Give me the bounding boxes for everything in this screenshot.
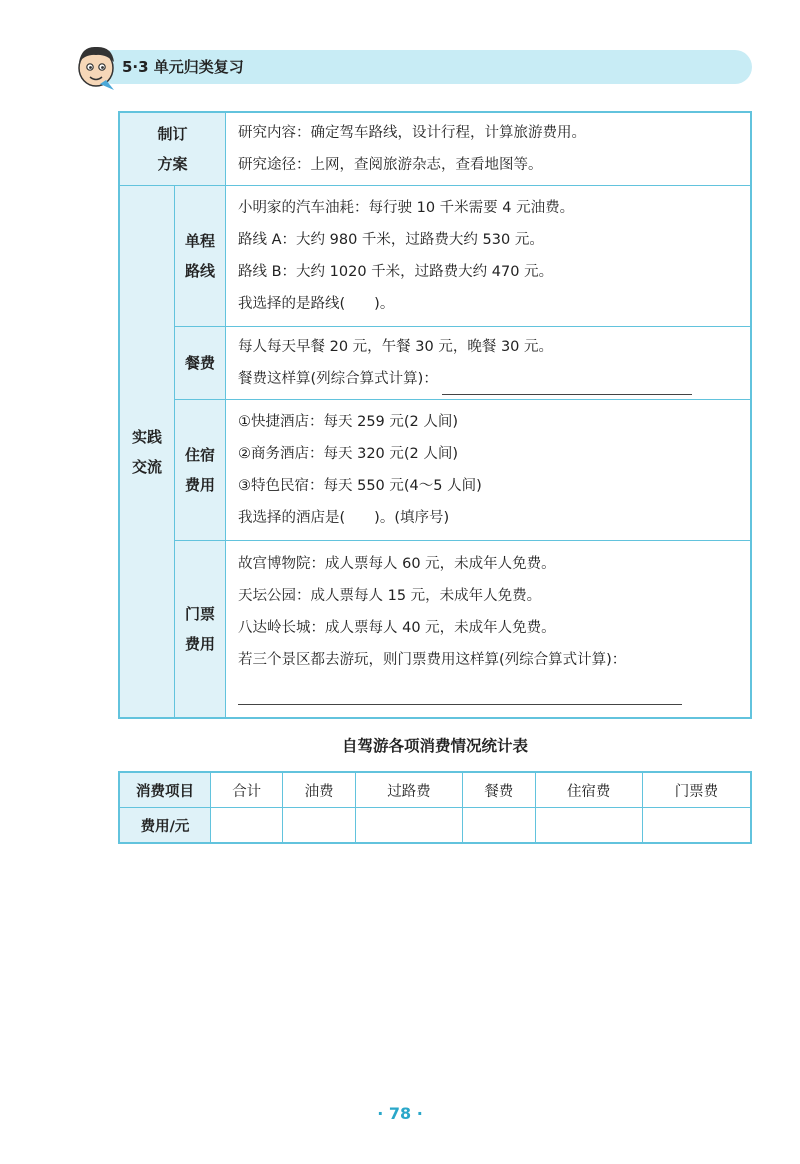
route-label xyxy=(175,186,226,327)
meal-line: 每人每天早餐 20 元，午餐 30 元，晚餐 30 元。 xyxy=(238,339,554,355)
hotel-row xyxy=(119,400,751,541)
meal-calc-prompt: 餐费这样算(列综合算式计算)： xyxy=(238,371,438,387)
stats-row-header: 费用/元 xyxy=(119,808,211,844)
stats-values-row xyxy=(119,808,751,844)
stats-value-cell[interactable] xyxy=(535,808,642,844)
stats-column-header: 门票费 xyxy=(642,772,751,808)
ticket-line: 八达岭长城：成人票每人 40 元，未成年人免费。 xyxy=(238,619,556,636)
practice-label-line-2: 交流 xyxy=(131,457,162,476)
meal-label: 餐费 xyxy=(175,327,226,400)
hotel-line: ②商务酒店：每天 320 元(2 人间) xyxy=(238,446,459,462)
plan-line: 研究内容：确定驾车路线，设计行程，计算旅游费用。 xyxy=(238,125,586,141)
ticket-label-line-2: 费用 xyxy=(184,635,215,653)
stats-value-cell[interactable] xyxy=(355,808,462,844)
ticket-content xyxy=(226,541,752,719)
hotel-line: ①快捷酒店：每天 259 元(2 人间) xyxy=(238,414,459,430)
hotel-line: ③特色民宿：每天 550 元(4～5 人间) xyxy=(238,478,482,494)
ticket-answer-blank[interactable] xyxy=(238,676,682,705)
hotel-content xyxy=(226,400,752,541)
header-title: 5·3 单元归类复习 xyxy=(122,58,244,76)
ticket-row xyxy=(119,541,751,719)
ticket-label xyxy=(175,541,226,719)
stats-column-header: 餐费 xyxy=(463,772,535,808)
stats-title: 自驾游各项消费情况统计表 xyxy=(341,737,528,755)
practice-label-line-1: 实践 xyxy=(131,427,162,446)
project-table xyxy=(118,111,752,719)
plan-label xyxy=(119,112,226,186)
plan-label-line-2: 方案 xyxy=(157,155,188,173)
ticket-line: 故宫博物院：成人票每人 60 元，未成年人免费。 xyxy=(238,555,556,572)
plan-content xyxy=(226,112,752,186)
stats-value-cell[interactable] xyxy=(463,808,535,844)
mascot-boy-icon xyxy=(70,40,122,92)
route-line: 路线 B：大约 1020 千米，过路费大约 470 元。 xyxy=(238,264,554,280)
stats-column-header: 过路费 xyxy=(355,772,462,808)
stats-header-row xyxy=(119,772,751,808)
route-row xyxy=(119,186,751,327)
plan-row xyxy=(119,112,751,186)
route-content xyxy=(226,186,752,327)
route-label-line-2: 路线 xyxy=(184,262,215,280)
stats-column-header: 住宿费 xyxy=(535,772,642,808)
route-line: 路线 A：大约 980 千米，过路费大约 530 元。 xyxy=(238,232,544,248)
plan-line: 研究途径：上网，查阅旅游杂志，查看地图等。 xyxy=(238,157,543,173)
meal-row xyxy=(119,327,751,400)
hotel-label-line-2: 费用 xyxy=(184,476,215,494)
page-number: · 78 · xyxy=(377,1104,423,1123)
meal-answer-blank[interactable] xyxy=(442,372,692,395)
hotel-label xyxy=(175,400,226,541)
stats-row-header: 消费项目 xyxy=(119,772,211,808)
stats-column-header: 合计 xyxy=(211,772,283,808)
ticket-line: 天坛公园：成人票每人 15 元，未成年人免费。 xyxy=(238,587,542,604)
stats-value-cell[interactable] xyxy=(642,808,751,844)
hotel-label-line-1: 住宿 xyxy=(184,446,215,464)
route-choice-line[interactable]: 我选择的是路线( )。 xyxy=(238,296,395,312)
stats-column-header: 油费 xyxy=(283,772,355,808)
meal-calc-line xyxy=(238,363,750,395)
practice-label xyxy=(119,186,175,719)
page-header xyxy=(0,0,800,100)
route-label-line-1: 单程 xyxy=(184,232,215,250)
ticket-line: 若三个景区都去游玩，则门票费用这样算(列综合算式计算)： xyxy=(238,651,627,668)
stats-value-cell[interactable] xyxy=(211,808,283,844)
route-line: 小明家的汽车油耗：每行驶 10 千米需要 4 元油费。 xyxy=(238,200,575,216)
stats-table xyxy=(118,771,752,844)
ticket-label-line-1: 门票 xyxy=(184,605,215,623)
hotel-choice-line[interactable]: 我选择的酒店是( )。(填序号) xyxy=(238,510,450,526)
stats-value-cell[interactable] xyxy=(283,808,355,844)
meal-content xyxy=(226,327,752,400)
plan-label-line-1: 制订 xyxy=(157,125,188,143)
